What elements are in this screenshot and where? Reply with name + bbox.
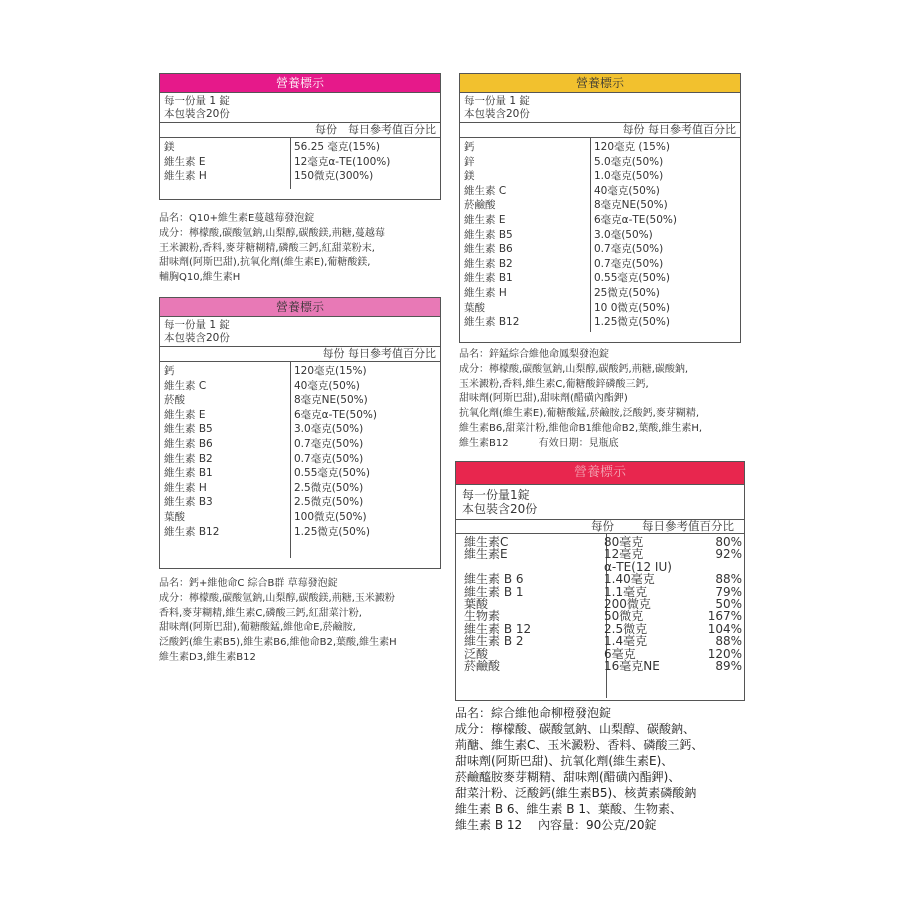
nutrient-name: 生物素 xyxy=(464,609,501,624)
nutrient-value: 1.25微克(50%) xyxy=(594,316,670,329)
nutrient-table xyxy=(160,138,440,189)
nutrient-table xyxy=(460,138,740,332)
column-header-per-serving: 每份 xyxy=(591,519,614,533)
nutrient-name: 維生素 E xyxy=(164,155,206,168)
nutrient-daily-value: 80% xyxy=(715,535,742,549)
nutrient-row xyxy=(464,610,742,622)
column-header: 每份 每日參考值百分比 xyxy=(460,123,740,138)
nutrient-daily-value: 89% xyxy=(715,659,742,674)
nutrient-row xyxy=(464,648,742,660)
nutrient-amount: α-TE(12 IU) xyxy=(604,559,672,574)
nutrient-amount: 200微克 xyxy=(604,597,651,612)
nutrient-name: 鈣 xyxy=(464,141,475,153)
nutrient-value: 0.7毫克(50%) xyxy=(594,243,664,256)
serving-size: 每一份量1錠 xyxy=(462,488,530,502)
servings-per-pack: 本包裝含20份 xyxy=(164,107,230,120)
nutrient-name: 葉酸 xyxy=(464,301,485,314)
nutrient-name: 維生素 B6 xyxy=(164,437,213,450)
nutrient-value: 56.25 毫克(15%) xyxy=(294,141,380,153)
nutrient-value: 0.7毫克(50%) xyxy=(294,452,364,465)
nutrient-value: 40毫克(50%) xyxy=(294,379,360,392)
panel-title: 營養標示 xyxy=(160,298,440,317)
nutrient-value: 3.0毫克(50%) xyxy=(294,423,364,436)
desc-line: 品名：Q10+維生素E蔓越莓發泡錠 xyxy=(159,213,315,224)
nutrient-name: 維生素 B 12 xyxy=(464,621,532,636)
nutrient-name: 維生素 B5 xyxy=(464,228,513,241)
nutrient-name: 鋅 xyxy=(464,155,475,168)
serving-info xyxy=(456,485,744,520)
nutrient-daily-value: 88% xyxy=(715,572,742,587)
nutrient-value: 0.55毫克(50%) xyxy=(594,272,670,285)
nutrient-value: 1.25微克(50%) xyxy=(294,525,370,538)
nutrient-name: 鎂 xyxy=(164,141,175,153)
serving-info xyxy=(460,93,740,123)
desc-line: 甜味劑(阿斯巴甜),抗氧化劑(維生素E),葡糖酸鎂, xyxy=(159,257,371,269)
desc-line: 香料,麥芽糊精,維生素C,磷酸三鈣,紅甜菜汁粉, xyxy=(159,607,362,619)
nutrient-name: 菸鹼酸 xyxy=(464,199,496,212)
desc-line: 菸鹼醯胺麥芽糊精、甜味劑(醋磺內酯鉀)、 xyxy=(455,770,681,784)
nutrient-value: 8毫克NE(50%) xyxy=(594,199,668,212)
product-description-zinc-manganese xyxy=(459,348,759,452)
servings-per-pack: 本包裝含20份 xyxy=(462,502,538,516)
product-description-calcium-vitc xyxy=(159,577,449,666)
nutrition-panel-multivitamin-orange xyxy=(455,461,745,701)
nutrient-name: 菸酸 xyxy=(164,394,185,407)
column-header-daily-value: 每日參考值百分比 xyxy=(642,519,734,533)
serving-info xyxy=(160,93,440,123)
nutrient-amount: 6毫克 xyxy=(604,646,636,661)
nutrient-rows xyxy=(464,536,742,672)
serving-size: 每一份量 1 錠 xyxy=(164,319,230,331)
nutrient-name: 維生素 B1 xyxy=(164,467,213,480)
desc-line: 甜菜汁粉、泛酸鈣(維生素B5)、核黃素磷酸鈉 xyxy=(455,786,697,800)
nutrient-names xyxy=(160,362,291,558)
desc-line: 甜味劑(阿斯巴甜),葡糖酸錳,維他命E,菸鹼胺, xyxy=(159,622,356,634)
desc-line: 維生素 B 12 內容量：90公克/20錠 xyxy=(455,818,657,832)
nutrient-daily-value: 88% xyxy=(715,634,742,649)
nutrient-daily-value: 104% xyxy=(707,621,742,636)
nutrient-name: 維生素 B12 xyxy=(164,525,220,538)
nutrient-amount: 2.5微克 xyxy=(604,621,648,636)
nutrition-panel-zinc-manganese xyxy=(459,73,741,343)
nutrient-name: 維生素 B3 xyxy=(164,496,213,509)
nutrient-name: 維生素C xyxy=(464,535,509,549)
nutrient-value: 40毫克(50%) xyxy=(594,184,660,197)
nutrient-row xyxy=(464,548,742,560)
product-description-q10 xyxy=(159,212,449,286)
nutrient-name: 維生素 C xyxy=(464,184,507,197)
nutrient-names xyxy=(460,138,591,332)
nutrient-daily-value: 167% xyxy=(707,609,742,624)
nutrient-value: 150微克(300%) xyxy=(294,170,374,183)
nutrient-values xyxy=(590,138,740,332)
nutrient-row xyxy=(464,598,742,610)
column-header: 每份 每日參考值百分比 xyxy=(160,347,440,362)
nutrient-value: 6毫克α-TE(50%) xyxy=(594,213,677,226)
desc-line: 荊醣、維生素C、玉米澱粉、香料、磷酸三鈣、 xyxy=(455,738,704,752)
nutrient-value: 0.7毫克(50%) xyxy=(594,257,664,270)
serving-size: 每一份量 1 錠 xyxy=(164,95,230,107)
nutrient-name: 泛酸 xyxy=(464,646,489,661)
nutrient-name: 維生素 B5 xyxy=(164,423,213,436)
nutrient-amount: 12毫克 xyxy=(604,547,644,562)
desc-line: 王米澱粉,香料,麥芽糖糊精,磷酸三鈣,紅甜菜粉末, xyxy=(159,242,375,254)
desc-line: 成分：檸檬酸,碳酸氫鈉,山梨醇,碳酸鈣,荊糖,碳酸鈉, xyxy=(459,363,689,375)
desc-line: 成分：檸檬酸、碳酸氫鈉、山梨醇、碳酸鈉、 xyxy=(455,722,696,736)
nutrient-value: 25微克(50%) xyxy=(594,286,660,299)
desc-line: 成分：檸檬酸,碳酸氫鈉,山梨醇,碳酸鎂,荊糖,蔓越莓 xyxy=(159,227,385,239)
desc-line: 甜味劑(阿斯巴甜)、抗氧化劑(維生素E)、 xyxy=(455,754,674,768)
nutrient-name: 鈣 xyxy=(164,365,175,377)
nutrition-panel-calcium-vitc xyxy=(159,297,441,569)
nutrient-name: 菸鹼酸 xyxy=(464,659,501,674)
nutrient-amount: 1.1毫克 xyxy=(604,584,648,599)
desc-line: 泛酸鈣(維生素B5),維生素B6,維他命B2,葉酸,維生素H xyxy=(159,637,397,649)
nutrient-name: 維生素 E xyxy=(164,408,206,421)
nutrient-value: 8毫克NE(50%) xyxy=(294,394,368,407)
desc-line: 品名：鈣+維他命C 綜合B群 草莓發泡錠 xyxy=(159,578,338,589)
nutrient-name: 維生素 C xyxy=(164,379,207,392)
panel-title: 營養標示 xyxy=(456,462,744,485)
panel-title: 營養標示 xyxy=(460,74,740,93)
desc-line: 玉米澱粉,香料,維生素C,葡糖酸鋅磷酸三鈣, xyxy=(459,378,649,390)
nutrient-row xyxy=(464,635,742,647)
desc-line: 甜味劑(阿斯巴甜),甜味劑(醋磺內酯鉀) xyxy=(459,393,628,405)
nutrient-name: 維生素 B1 xyxy=(464,272,513,285)
nutrient-value: 1.0毫克(50%) xyxy=(594,170,664,183)
nutrient-values xyxy=(290,362,440,558)
nutrient-row xyxy=(464,660,742,672)
nutrient-daily-value: 50% xyxy=(715,597,742,612)
nutrient-table xyxy=(456,534,744,698)
nutrient-daily-value: 92% xyxy=(715,547,742,562)
nutrient-daily-value: 120% xyxy=(707,646,742,661)
servings-per-pack: 本包裝含20份 xyxy=(164,331,230,344)
nutrient-name: 維生素 B 2 xyxy=(464,634,524,649)
nutrient-name: 維生素E xyxy=(464,547,508,562)
nutrient-daily-value: 79% xyxy=(715,584,742,599)
desc-line: 維生素B12 有效日期：見瓶底 xyxy=(459,437,619,449)
nutrient-value: 0.55毫克(50%) xyxy=(294,467,370,480)
serving-size: 每一份量 1 錠 xyxy=(464,95,530,107)
nutrient-amount: 1.40毫克 xyxy=(604,572,655,587)
nutrient-row xyxy=(464,586,742,598)
nutrient-value: 5.0毫克(50%) xyxy=(594,155,664,168)
desc-line: 輔胸Q10,維生素H xyxy=(159,272,241,284)
nutrient-row xyxy=(464,573,742,585)
nutrient-amount: 16毫克NE xyxy=(604,659,660,674)
desc-line: 維生素D3,維生素B12 xyxy=(159,651,256,663)
nutrient-value: 2.5微克(50%) xyxy=(294,481,364,494)
nutrient-name: 維生素 H xyxy=(164,481,207,494)
nutrient-value: 10 0微克(50%) xyxy=(594,301,670,314)
nutrient-name: 葉酸 xyxy=(164,510,185,523)
nutrient-value: 6毫克α-TE(50%) xyxy=(294,408,377,421)
nutrient-amount: 50微克 xyxy=(604,609,644,624)
nutrient-name: 維生素 H xyxy=(464,286,507,299)
panel-title: 營養標示 xyxy=(160,74,440,93)
product-description-multivitamin-orange xyxy=(455,705,775,833)
nutrient-name: 葉酸 xyxy=(464,597,489,612)
nutrient-value: 120毫克 (15%) xyxy=(594,141,670,153)
nutrient-name: 維生素 B12 xyxy=(464,316,520,329)
desc-line: 成分：檸檬酸,碳酸氫鈉,山梨醇,碳酸鎂,荊糖,玉米澱粉 xyxy=(159,592,395,604)
nutrient-name: 維生素 B6 xyxy=(464,243,513,256)
nutrient-name: 維生素 H xyxy=(164,170,207,183)
nutrient-value: 12毫克α-TE(100%) xyxy=(294,155,391,168)
desc-line: 品名：綜合維他命柳橙發泡錠 xyxy=(455,706,612,720)
nutrition-panel-q10 xyxy=(159,73,441,200)
servings-per-pack: 本包裝含20份 xyxy=(464,107,530,120)
nutrient-amount: 1.4毫克 xyxy=(604,634,648,649)
nutrient-value: 0.7毫克(50%) xyxy=(294,437,364,450)
nutrient-names xyxy=(160,138,291,189)
nutrient-name: 鎂 xyxy=(464,170,475,183)
nutrient-value: 100微克(50%) xyxy=(294,510,367,523)
nutrient-table xyxy=(160,362,440,558)
nutrient-amount: 80毫克 xyxy=(604,535,644,549)
nutrient-value: 3.0毫(50%) xyxy=(594,228,653,241)
nutrient-value: 120毫克(15%) xyxy=(294,365,367,377)
nutrient-name: 維生素 B2 xyxy=(164,452,213,465)
serving-info xyxy=(160,317,440,347)
nutrient-name: 維生素 B 6 xyxy=(464,572,524,587)
column-header xyxy=(456,520,744,534)
desc-line: 維生素 B 6、維生素 B 1、葉酸、生物素、 xyxy=(455,802,682,816)
nutrient-value: 2.5微克(50%) xyxy=(294,496,364,509)
desc-line: 品名：鋅錳綜合維他命鳳梨發泡錠 xyxy=(459,349,609,360)
column-header: 每份 每日參考值百分比 xyxy=(160,123,440,138)
nutrient-name: 維生素 B2 xyxy=(464,257,513,270)
desc-line: 抗氧化劑(維生素E),葡糖酸錳,菸鹼胺,泛酸鈣,麥芽糊精, xyxy=(459,408,700,420)
nutrient-name: 維生素 E xyxy=(464,213,506,226)
nutrient-values xyxy=(290,138,440,189)
nutrient-name: 維生素 B 1 xyxy=(464,584,524,599)
desc-line: 維生素B6,甜菜汁粉,維他命B1維他命B2,葉酸,維生素H, xyxy=(459,422,703,434)
